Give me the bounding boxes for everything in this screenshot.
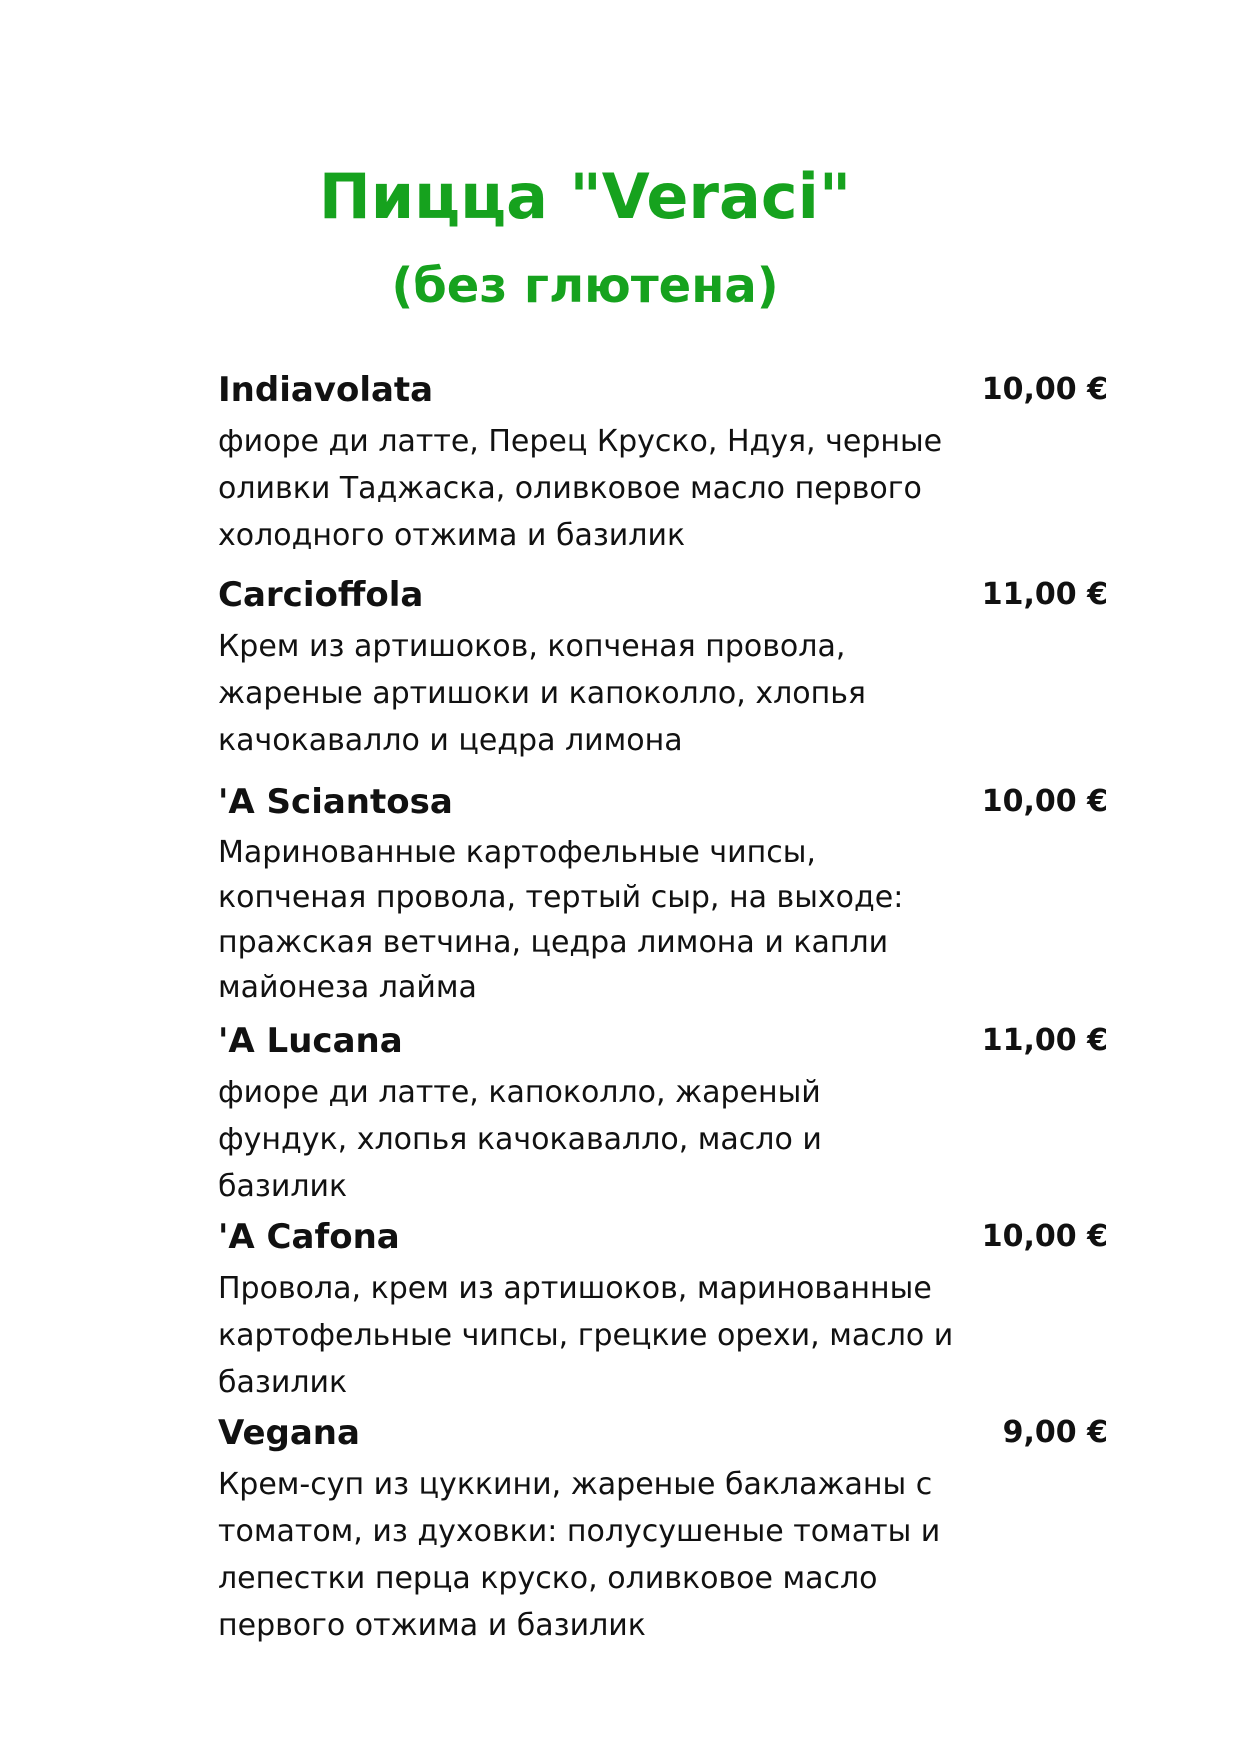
- item-price: 10,00 €: [981, 784, 1108, 819]
- item-description: Провола, крем из артишоков, маринованные картофельные чипсы, грецкие орехи, масло и базилик: [218, 1271, 954, 1400]
- item-price: 10,00 €: [981, 372, 1108, 407]
- item-description: фиоре ди латте, капоколло, жареный фундук, хлопья качокавалло, масло и базилик: [218, 1075, 822, 1204]
- item-name: 'A Lucana: [218, 1021, 403, 1061]
- item-name: 'A Sciantosa: [218, 782, 453, 822]
- item-description: Крем-суп из цуккини, жареные баклажаны с томатом, из духовки: полусушеные томаты и лепестки перца круско, оливковое масло первого отжима и базилик: [218, 1467, 941, 1643]
- item-price: 9,00 €: [1002, 1415, 1108, 1450]
- item-price: 10,00 €: [981, 1219, 1108, 1254]
- item-price: 11,00 €: [981, 577, 1108, 612]
- item-description: фиоре ди латте, Перец Круско, Ндуя, черные оливки Таджаска, оливковое масло первого холодного отжима и базилик: [218, 424, 943, 553]
- item-description: Крем из артишоков, копченая провола, жареные артишоки и капоколло, хлопья качокавалло и цедра лимона: [218, 629, 866, 758]
- item-price: 11,00 €: [981, 1023, 1108, 1058]
- item-name: Carcioffola: [218, 575, 424, 615]
- item-name: Vegana: [218, 1413, 360, 1453]
- item-name: 'A Cafona: [218, 1217, 400, 1257]
- item-description: Маринованные картофельные чипсы, копченая провола, тертый сыр, на выходе: пражская ветчина, цедра лимона и капли майонеза лайма: [218, 835, 904, 1005]
- item-name: Indiavolata: [218, 370, 434, 410]
- page-title: Пицца "Veraci": [318, 160, 852, 233]
- page-subtitle: (без глютена): [391, 258, 779, 314]
